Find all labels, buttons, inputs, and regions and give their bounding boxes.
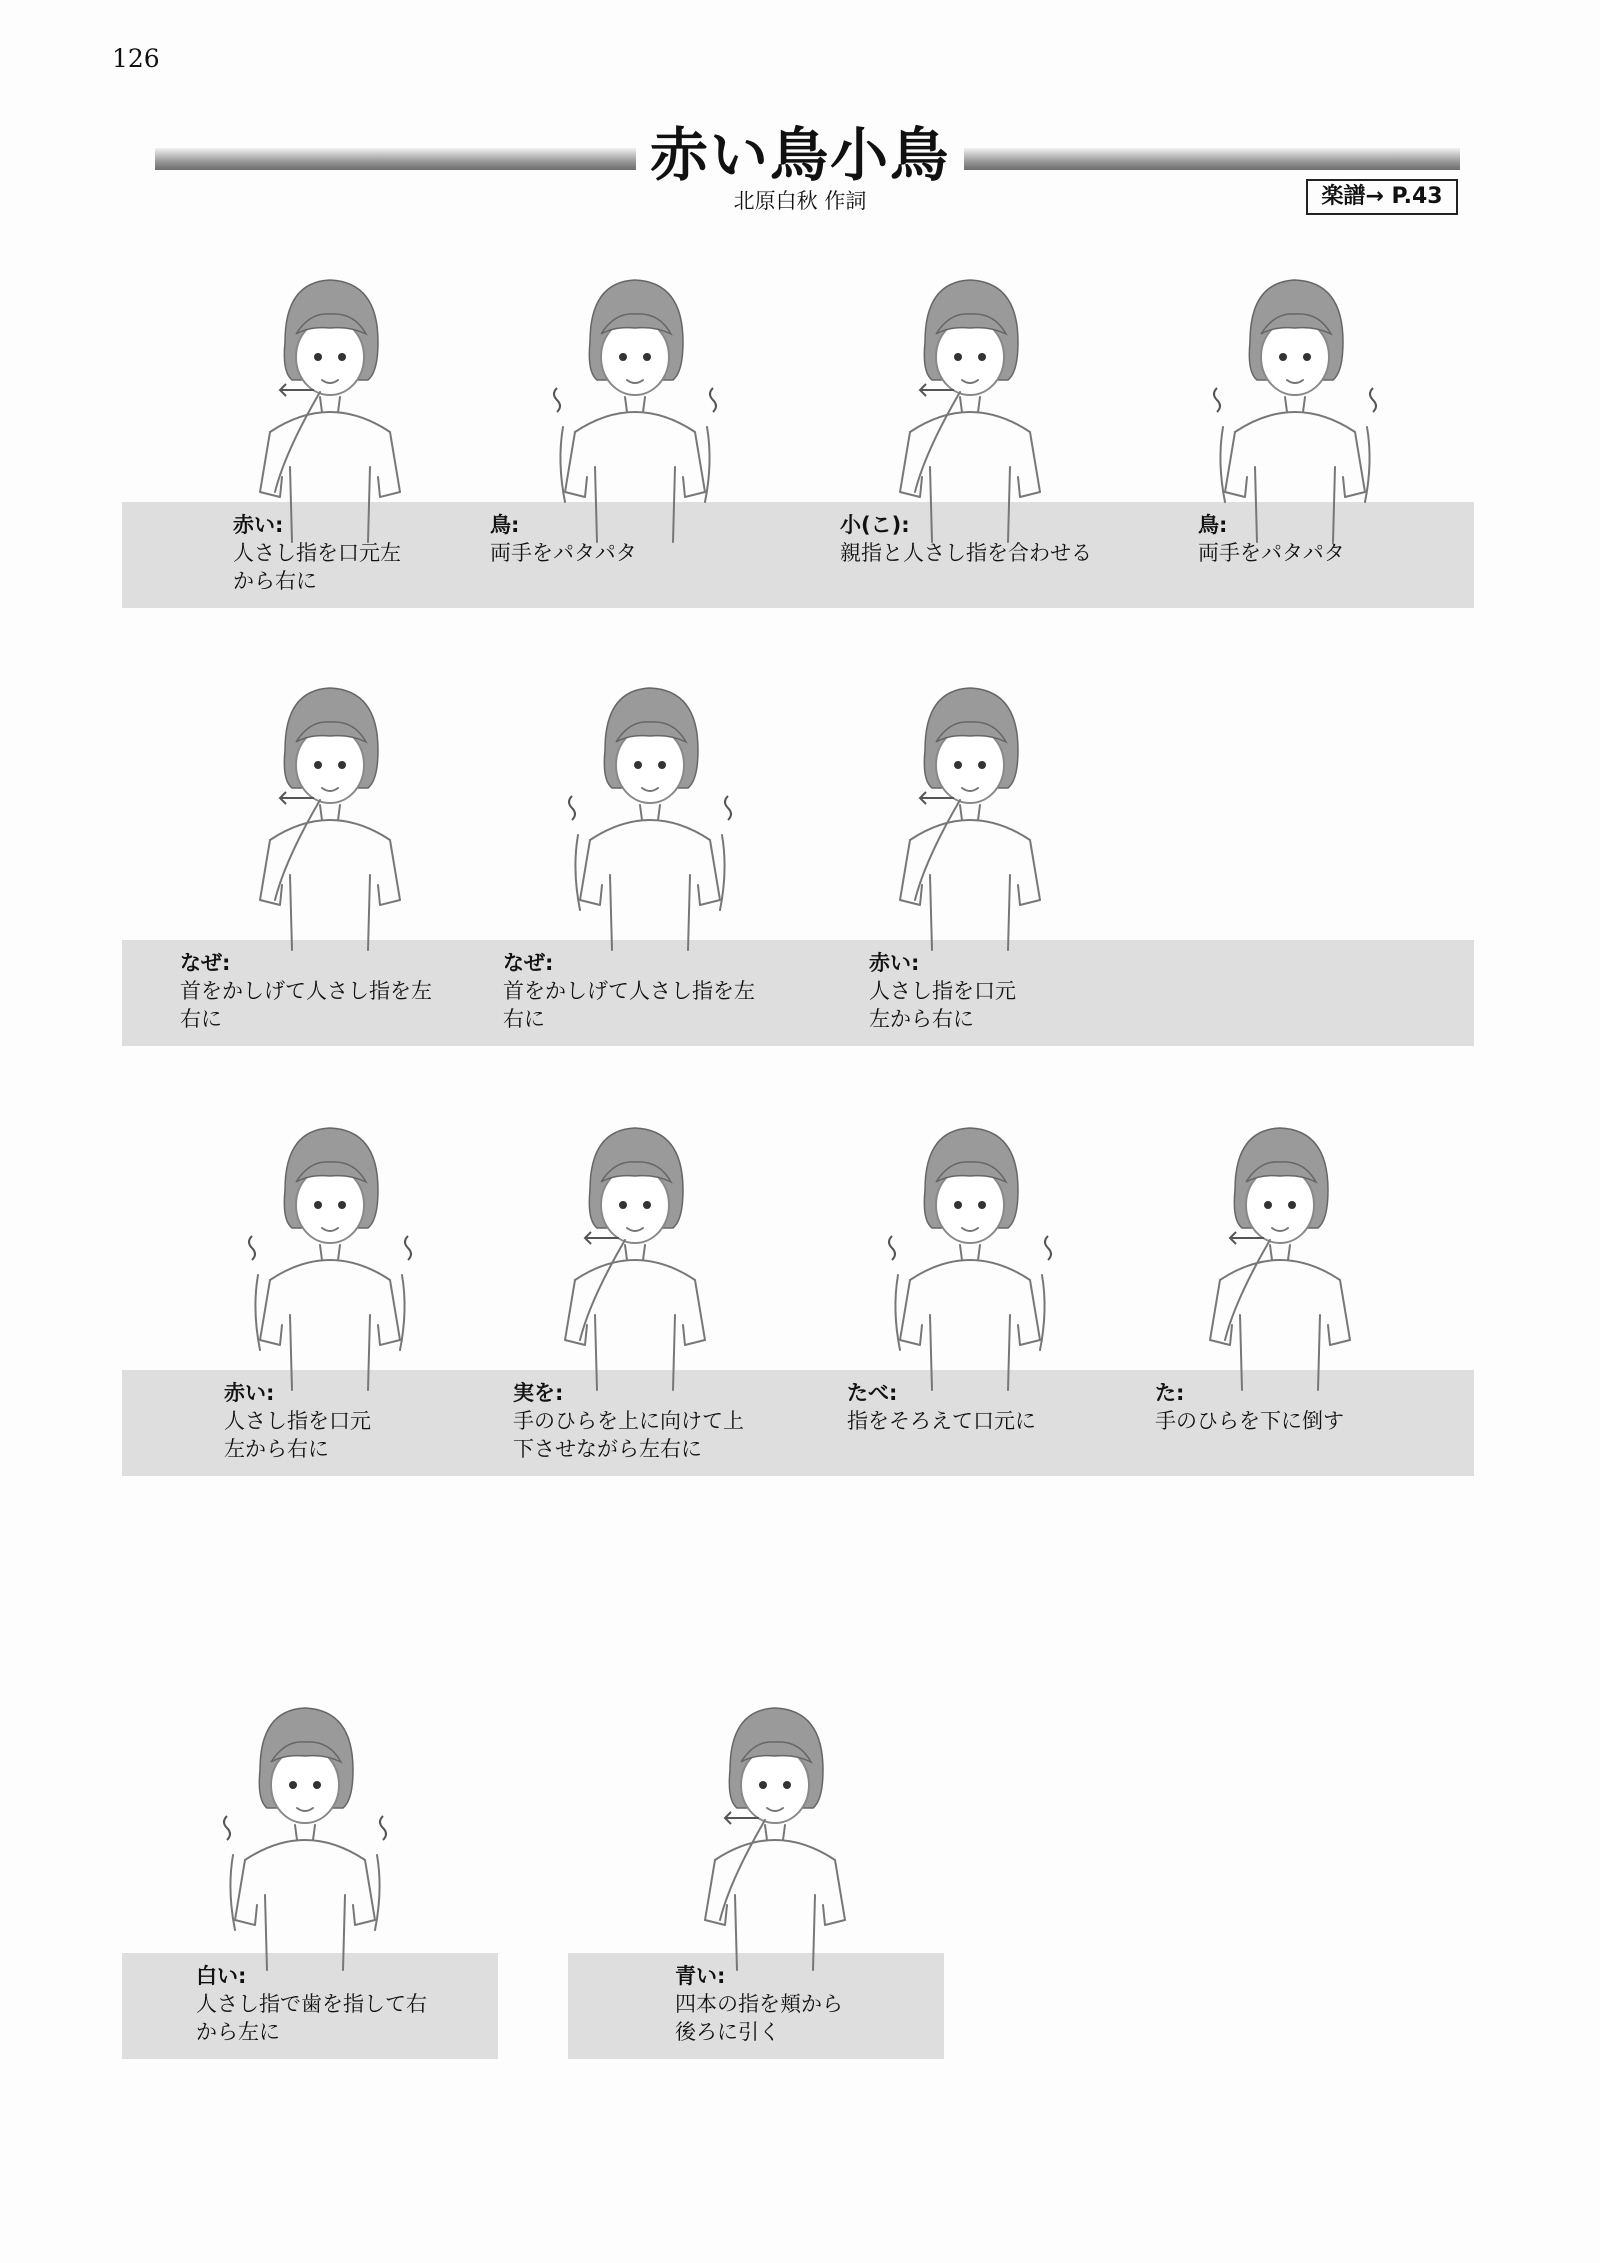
sign-word: なぜ: (503, 951, 554, 975)
sign-illustration (870, 262, 1070, 556)
page-title-text: 赤い鳥小鳥 (636, 121, 964, 189)
sign-word: 鳥: (490, 513, 520, 537)
sign-description: 手のひらを上に向けて上 下させながら左右に (513, 1409, 744, 1461)
sign-description: 人さし指を口元左 から右に (233, 541, 401, 593)
sign-illustration (550, 670, 750, 964)
score-reference: 楽譜→ P.43 (1306, 179, 1458, 215)
sign-illustration (870, 670, 1070, 964)
sign-description: 首をかしげて人さし指を左 右に (180, 979, 432, 1031)
sign-description: 指をそろえて口元に (847, 1409, 1036, 1433)
sign-word: 鳥: (1198, 513, 1228, 537)
sign-word: なぜ: (180, 951, 231, 975)
sign-description: 人さし指で歯を指して右 から左に (196, 1992, 427, 2044)
sign-word: 赤い: (233, 513, 284, 537)
sign-description: 親指と人さし指を合わせる (840, 541, 1092, 565)
sign-word: 青い: (675, 1964, 726, 1988)
sign-illustration (230, 1110, 430, 1404)
sign-word: 白い: (196, 1964, 247, 1988)
sign-description: 人さし指を口元 左から右に (869, 979, 1016, 1031)
sign-description: 手のひらを下に倒す (1155, 1409, 1344, 1433)
sign-description: 人さし指を口元 左から右に (224, 1409, 371, 1461)
sign-word: 小(こ): (840, 513, 910, 537)
sign-description: 首をかしげて人さし指を左 右に (503, 979, 755, 1031)
sign-illustration (1180, 1110, 1380, 1404)
sign-illustration (230, 670, 430, 964)
sign-illustration (205, 1690, 405, 1984)
sign-word: 実を: (513, 1381, 564, 1405)
sign-word: たべ: (847, 1381, 898, 1405)
sign-illustration (535, 1110, 735, 1404)
page-number: 126 (112, 44, 160, 73)
sign-word: た: (1155, 1381, 1185, 1405)
sign-illustration (230, 262, 430, 556)
sign-illustration (1195, 262, 1395, 556)
sign-illustration (675, 1690, 875, 1984)
sign-description: 四本の指を頬から 後ろに引く (675, 1992, 843, 2044)
sign-illustration (870, 1110, 1070, 1404)
sign-illustration (535, 262, 735, 556)
sign-word: 赤い: (224, 1381, 275, 1405)
sign-description: 両手をパタパタ (490, 541, 637, 565)
sign-word: 赤い: (869, 951, 920, 975)
author-credit: 北原白秋 作詞 (733, 189, 867, 213)
sign-description: 両手をパタパタ (1198, 541, 1345, 565)
